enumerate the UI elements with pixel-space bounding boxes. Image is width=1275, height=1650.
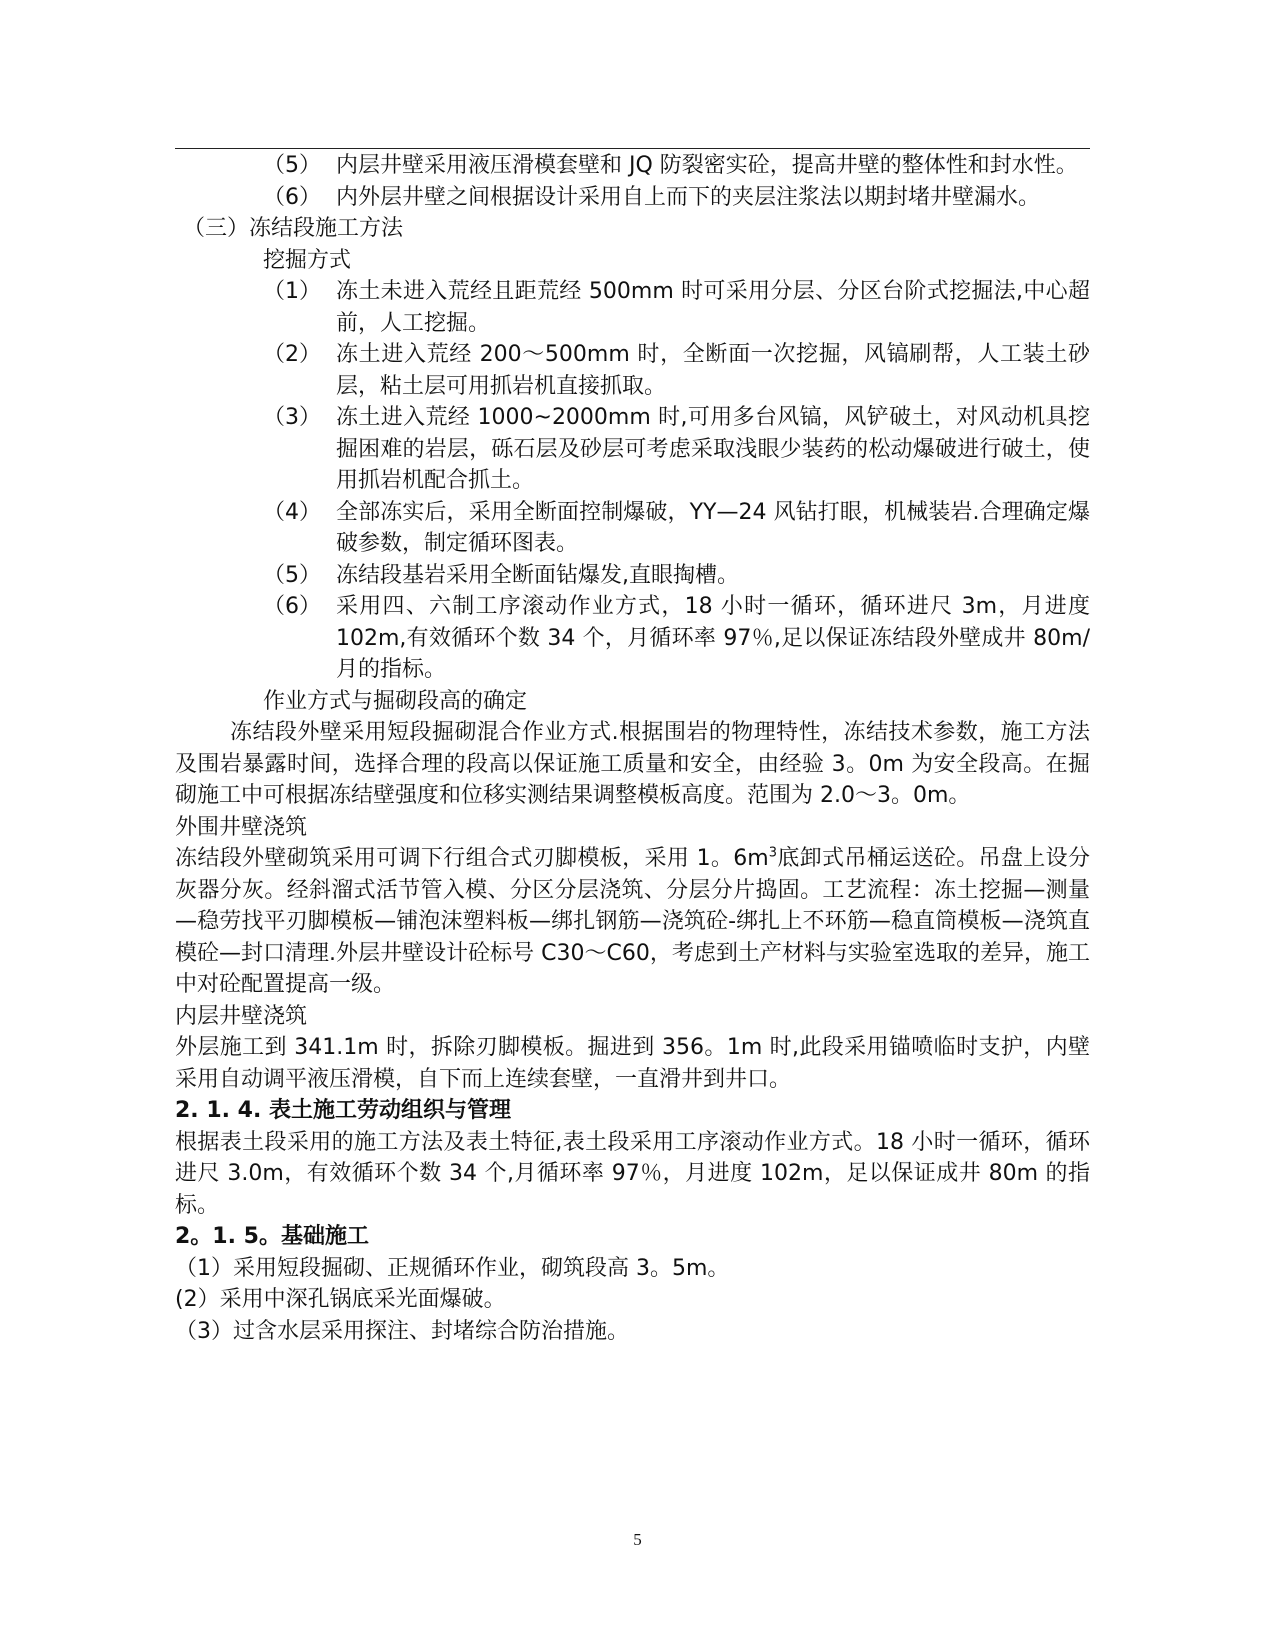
list-text: 冻土进入荒经 1000~2000mm 时,可用多台风镐，风铲破土，对风动机具挖掘困难的岩层，砾石层及砂层可考虑采取浅眼少装药的松动爆破进行破土，使用抓岩机配合抓土。 bbox=[336, 405, 1090, 493]
section-heading: 2. 1. 4. 表土施工劳动组织与管理 bbox=[175, 1098, 511, 1123]
section-title: （三）冻结段施工方法 bbox=[183, 216, 404, 241]
list-item bbox=[263, 497, 1090, 560]
list-number: （1） bbox=[263, 279, 321, 304]
list-item bbox=[263, 276, 1090, 339]
list-text: 全部冻实后，采用全断面控制爆破，YY—24 风钻打眼，机械装岩.合理确定爆破参数，制定循环图表。 bbox=[336, 499, 1090, 556]
list-item bbox=[263, 591, 1090, 686]
subsection-title: 内层井壁浇筑 bbox=[175, 1003, 308, 1029]
list-number: （4） bbox=[263, 499, 321, 525]
list-text: 冻土未进入荒经且距荒经 500mm 时可采用分层、分区台阶式挖掘法,中心超前，人工挖掘。 bbox=[336, 279, 1090, 336]
list-text: 冻结段基岩采用全断面钻爆发,直眼掏槽。 bbox=[336, 562, 739, 588]
list-text: 内外层井壁之间根据设计采用自上而下的夹层注浆法以期封堵井壁漏水。 bbox=[336, 184, 1041, 210]
paragraph-text: 底卸式吊桶运送砼。吊盘上设分灰器分灰。经斜溜式活节管入模、分区分层浇筑、分层分片捣固。工艺流程：冻土挖掘—测量—稳劳找平刃脚模板—铺泡沫塑料板—绑扎钢筋—浇筑砼-绑扎上不环筋—稳直筒模板—浇筑直模砼—封口清理.外层井壁设计砼标号 C30～C60，考虑到土产材料与实验室选取的差异，施工中对砼配置提高一级。 bbox=[175, 846, 1090, 997]
list-item: (2）采用中深孔锅底采光面爆破。 bbox=[175, 1287, 506, 1312]
list-number: （6） bbox=[263, 594, 321, 619]
subsection-title: 作业方式与掘砌段高的确定 bbox=[263, 688, 528, 714]
list-item: （3）过含水层采用探注、封堵综合防治措施。 bbox=[175, 1318, 629, 1344]
list-text: 内层井壁采用液压滑模套壁和 JQ 防裂密实砼，提高井壁的整体性和封水性。 bbox=[336, 153, 1078, 178]
list-item bbox=[263, 339, 1090, 402]
paragraph: 根据表土段采用的施工方法及表土特征,表土段采用工序滚动作业方式。18 小时一循环，循环进尺 3.0m，有效循环个数 34 个,月循环率 97％，月进度 102m，足以保证成井 80m 的指标。 bbox=[175, 1129, 1090, 1218]
list-item bbox=[263, 560, 1090, 592]
list-item bbox=[263, 150, 1090, 182]
list-number: （5） bbox=[263, 153, 321, 178]
list-number: （2） bbox=[263, 342, 321, 367]
paragraph-text: 冻结段外壁砌筑采用可调下行组合式刃脚模板，采用 1。6m bbox=[175, 846, 769, 871]
page-number: 5 bbox=[633, 1530, 642, 1549]
list-number: （6） bbox=[263, 184, 321, 210]
list-item bbox=[263, 402, 1090, 497]
header-rule bbox=[175, 148, 1090, 149]
page-body bbox=[175, 150, 1090, 1347]
list-text: 采用四、六制工序滚动作业方式，18 小时一循环，循环进尺 3m，月进度 102m,有效循环个数 34 个，月循环率 97％,足以保证冻结段外壁成井 80m/月的指标。 bbox=[336, 594, 1090, 682]
subsection-title: 外围井壁浇筑 bbox=[175, 814, 308, 840]
paragraph: 外层施工到 341.1m 时，拆除刃脚模板。掘进到 356。1m 时,此段采用锚喷临时支护，内壁采用自动调平液压滑模，自下而上连续套壁，一直滑井到井口。 bbox=[175, 1035, 1090, 1092]
subsection-title: 挖掘方式 bbox=[263, 247, 352, 273]
superscript: 3 bbox=[768, 845, 777, 861]
list-item: （1）采用短段掘砌、正规循环作业，砌筑段高 3。5m。 bbox=[175, 1255, 730, 1281]
paragraph bbox=[175, 843, 1090, 1001]
list-number: （5） bbox=[263, 562, 321, 588]
list-item bbox=[263, 182, 1090, 214]
list-text: 冻土进入荒经 200～500mm 时，全断面一次挖掘，风镐刷帮，人工装土砂层，粘土层可用抓岩机直接抓取。 bbox=[336, 342, 1090, 399]
section-heading: 2。1. 5。基础施工 bbox=[175, 1224, 369, 1249]
paragraph: 冻结段外壁采用短段掘砌混合作业方式.根据围岩的物理特性，冻结技术参数，施工方法及围岩暴露时间，选择合理的段高以保证施工质量和安全，由经验 3。0m 为安全段高。在掘砌施工中可根据冻结壁强度和位移实测结果调整模板高度。范围为 2.0～3。0m。 bbox=[175, 720, 1090, 808]
list-number: （3） bbox=[263, 405, 321, 430]
